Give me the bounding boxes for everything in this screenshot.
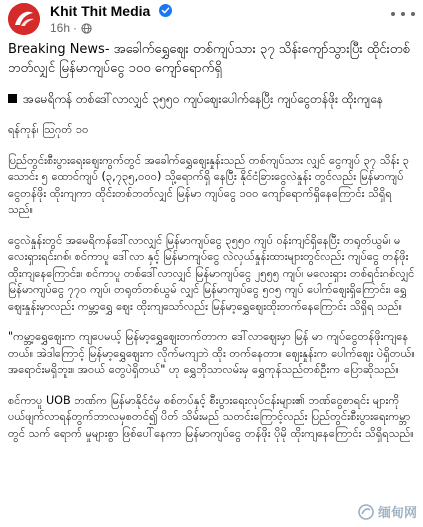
bullet-square-icon (8, 94, 17, 103)
post-subheadline (8, 90, 416, 108)
post-time[interactable]: 16h (50, 21, 71, 35)
post-paragraph: "ကမ္ဘာ့ရွှေဈေးက ကျပေမယ့် မြန်မာ့ရွှေဈေးတက်တာက ဒေါ်လာဈေးမှာ မြန် မာ ကျပ်ငွေတန်ဖိုးကျနေတယ်။ အဲဒါကြောင့် မြန်မာ့ရွှေဈေးက လိုက်မကျဘဲ ထိုး တက်နေတာ။ ဈေးနှုန်းက ပေါက်ဈေး ပဲရှိတယ်။ အရောင်းမရှိဘူး။ အဝယ် တွေပဲရှိတယ်" ဟု ရွှေဘိုသာလမ်းမှ ရွှေကုန်သည်တစ်ဦးက ပြောဆိုသည်။ (8, 330, 415, 376)
watermark (358, 502, 417, 521)
watermark-logo-icon (358, 504, 374, 520)
post-header (0, 0, 423, 40)
post-paragraph: ပြည်တွင်းစီးပွားရေးဈေးကွက်တွင် အခေါက်ရွှေဈေးနှုန်းသည် တစ်ကျပ်သား လျှင် ငွေကျပ် ၃၇ သိန်း ၃ သောင်း ၅ ထောင်ကျပ် (၃,၇၃၅,၀၀၀) သို့ရောက်ရှိ နေပြီး နိုင်ငံခြားငွေလဲနှုန်း တွင်လည်း မြန်မာကျပ်ငွေတန်ဖိုး ထိုးကျကာ ထိုင်းတစ်ဘတ်လျှင် မြန်မာ ကျပ်ငွေ ၁၀၀ ကျော်ရောက်ရှိနေကြောင်း သိရှိရသည်။ (8, 153, 410, 216)
more-options-icon[interactable] (391, 4, 415, 24)
khit-thit-logo[interactable] (8, 3, 40, 35)
verified-check-icon (159, 4, 172, 17)
page-name[interactable]: Khit Thit Media (50, 3, 151, 19)
more-dot (391, 12, 395, 16)
more-dot (411, 12, 415, 16)
subheadline-text: အမေရိကန် တစ်ဒေါ်လာလျှင် ၃၅၅၀ ကျပ်ဈေးပေါက်နေပြီး ကျပ်ငွေတန်ဖိုး ထိုးကျနေ (23, 92, 383, 106)
post-paragraph: ငွေလဲနှုန်းတွင် အမေရိကန်ဒေါ်လာလျှင် မြန်မာကျပ်ငွေ ၃၅၅၀ ကျပ် ဝန်းကျင်ရှိနေပြီး တရုတ်ယွမ်၊ မလေးရှားရင်းဂစ်၊ စင်ကာပူ ဒေါ်လာ နှင့် မြန်မာကျပ်ငွေ လဲလှယ်နှုန်းထားများတွင်လည်း ကျပ်ငွေ တန်ဖိုး ထိုးကျနေကြောင်း။ စင်ကာပူ တစ်ဒေါ်လာလျှင် မြန်မာကျပ်ငွေ ၂၅၅၅ ကျပ်၊ မလေးရှား တစ်ရင်းဂစ်လျှင် မြန်မာကျပ်ငွေ ၇၇၀ ကျပ်၊ တရုတ်တစ်ယွမ် လျှင် မြန်မာကျပ်ငွေ ၅၀၅ ကျပ် ပေါက်ဈေးရှိကြောင်း၊ ရွှေဈေးနှုန်းမှာလည်း ကမ္ဘာ့ရွှေ ဈေး ထိုးကျသော်လည်း မြန်မာ့ရွှေဈေးထိုးတက်နေကြောင်း သိရှိရ သည်။ (8, 233, 415, 313)
post-headline: Breaking News- အခေါက်ရွှေဈေး တစ်ကျပ်သား ၃၇ သိန်းကျော်သွားပြီး ထိုင်းတစ်ဘတ်လျှင် မြန်မာကျပ်ငွေ ၁၀၀ ကျော်ရောက်ရှိ (8, 42, 410, 76)
post-text (8, 40, 416, 456)
globe-icon (81, 23, 92, 34)
post-dateline: ရန်ကုန်၊ ဩဂုတ် ၁၀ (8, 123, 89, 136)
watermark-text: 缅甸网 (377, 505, 417, 520)
more-dot (401, 12, 405, 16)
post-paragraph: စင်ကာပူ UOB ဘဏ်က မြန်မာနိုင်ငံမှ စစ်တပ်နှင့် စီးပွားရေးလုပ်ငန်းများ၏ ဘဏ်ငွေစာရင်း များကို ပယ်ဖျက်လာရန်တွက်ဘာလမှစတင်၍ ပိတ် သိမ်းမည် သတင်းကြောင့်လည်း ပြည်တွင်းစီးပွားရေးကမ္ဘာတွင် သက် ရောက် မှုများစွာ ဖြစ်ပေါ်နေကာ မြန်မာကျပ်ငွေ တန်ဖိုး ပိုမို ထိုးကျနေကြောင်း သိရှိရသည်။ (8, 393, 414, 440)
post-meta (50, 21, 92, 35)
meta-separator: · (73, 21, 78, 35)
